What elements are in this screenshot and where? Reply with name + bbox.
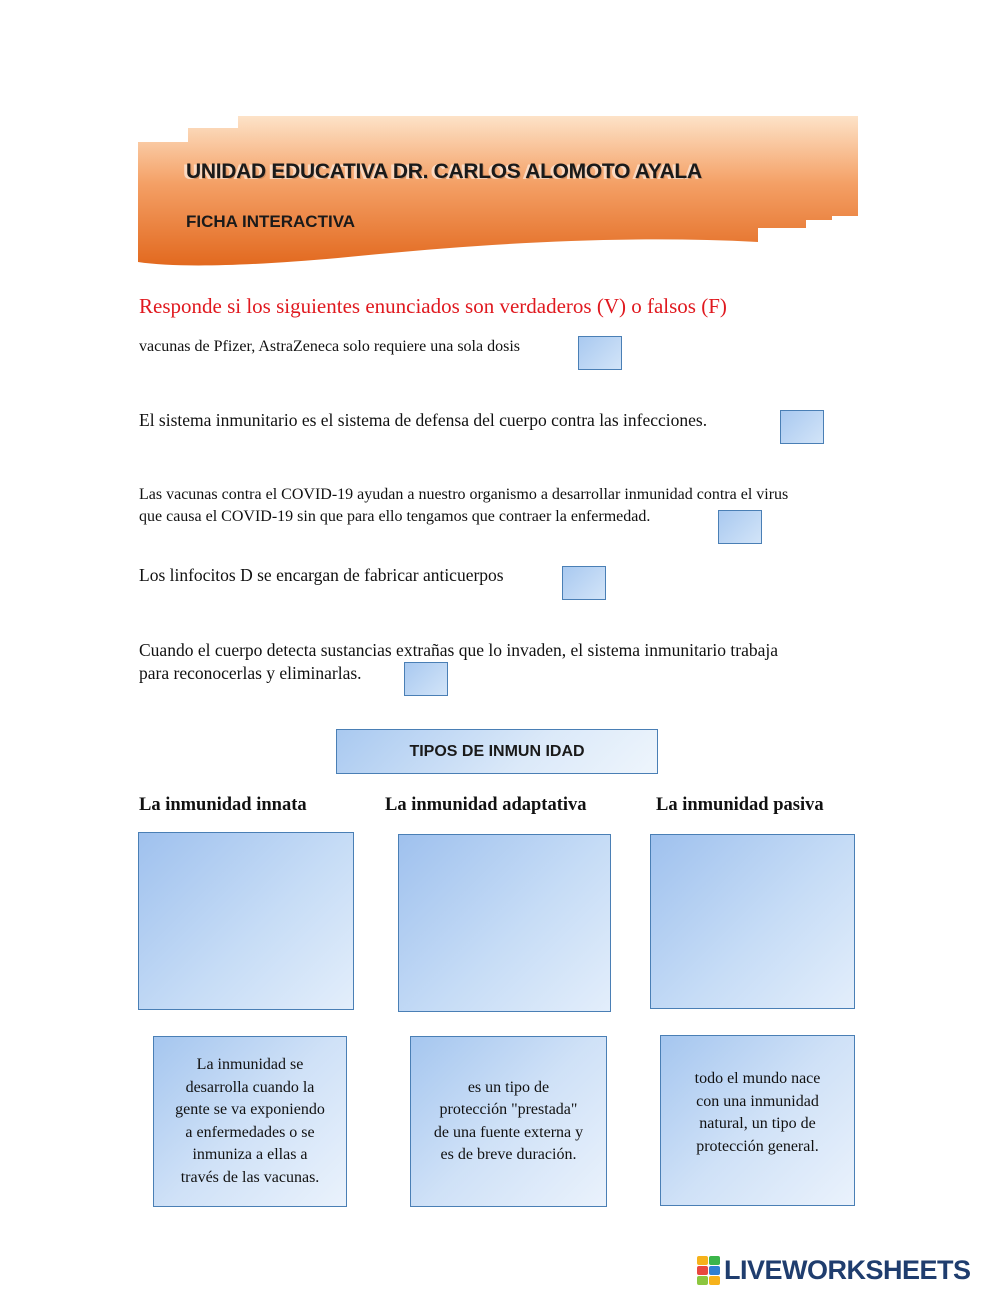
card-3-line: protección general. [696, 1137, 819, 1155]
card-2-line: es de breve duración. [440, 1146, 577, 1163]
card-1-text [175, 1054, 325, 1189]
drop-zone-passive[interactable] [650, 834, 855, 1009]
drop-zone-adaptive[interactable] [398, 834, 611, 1012]
card-3-line: natural, un tipo de [699, 1115, 816, 1132]
statement-5-line-1: Cuando el cuerpo detecta sustancias extrañas que lo invaden, el sistema inmunitario trabaja [139, 640, 779, 660]
card-3-text [695, 1068, 821, 1158]
card-2-line: de una fuente externa y [433, 1123, 584, 1141]
statement-1: vacunas de Pfizer, AstraZeneca solo requiere una sola dosis [139, 338, 520, 355]
card-1-line: inmuniza a ellas a [192, 1146, 308, 1163]
statement-5 [139, 639, 778, 685]
card-1-line: a enfermedades o se [185, 1123, 315, 1141]
answer-box-3[interactable] [718, 510, 762, 544]
worksheet-subtitle: FICHA INTERACTIVA [186, 212, 356, 231]
card-1-line: gente se va exponiendo [175, 1101, 325, 1118]
school-title: UNIDAD EDUCATIVA DR. CARLOS ALOMOTO AYALA [186, 160, 702, 183]
card-3-line: todo el mundo nace [694, 1070, 821, 1087]
statement-4: Los linfocitos D se encargan de fabricar anticuerpos [139, 565, 504, 585]
types-title-box [336, 729, 658, 774]
answer-box-5[interactable] [404, 662, 448, 696]
heading-innate: La inmunidad innata [139, 795, 307, 815]
statement-2: El sistema inmunitario es el sistema de defensa del cuerpo contra las infecciones. [139, 410, 708, 430]
card-2-text [434, 1077, 583, 1167]
heading-passive: La inmunidad pasiva [656, 795, 824, 815]
answer-box-2[interactable] [780, 410, 824, 444]
card-2-line: es un tipo de [467, 1078, 550, 1096]
card-1-line: través de las vacunas. [180, 1168, 320, 1186]
draggable-card-2[interactable] [410, 1036, 607, 1207]
header-banner [138, 116, 858, 268]
statement-3-line-2: que causa el COVID-19 sin que para ello tengamos que contraer la enfermedad. [139, 508, 651, 525]
draggable-card-1[interactable] [153, 1036, 347, 1207]
statement-3-line-1: Las vacunas contra el COVID-19 ayudan a nuestro organismo a desarrollar inmunidad contra el virus [139, 486, 789, 503]
statement-5-line-2: para reconocerlas y eliminarlas. [139, 663, 362, 683]
drop-zone-innate[interactable] [138, 832, 354, 1010]
types-title: TIPOS DE INMUN IDAD [409, 742, 585, 760]
logo-text: LIVEWORKSHEETS [724, 1254, 971, 1285]
answer-box-4[interactable] [562, 566, 606, 600]
logo-badge-icon [697, 1256, 720, 1285]
statement-3 [139, 484, 788, 528]
card-3-line: con una inmunidad [696, 1092, 819, 1110]
card-2-line: protección "prestada" [439, 1101, 578, 1118]
instruction-text: Responde si los siguientes enunciados son verdaderos (V) o falsos (F) [139, 294, 727, 318]
answer-box-1[interactable] [578, 336, 622, 370]
heading-adaptive: La inmunidad adaptativa [385, 795, 587, 815]
card-1-line: La inmunidad se [196, 1056, 304, 1073]
draggable-card-3[interactable] [660, 1035, 855, 1206]
liveworksheets-logo [697, 1255, 971, 1285]
card-1-line: desarrolla cuando la [185, 1078, 315, 1096]
